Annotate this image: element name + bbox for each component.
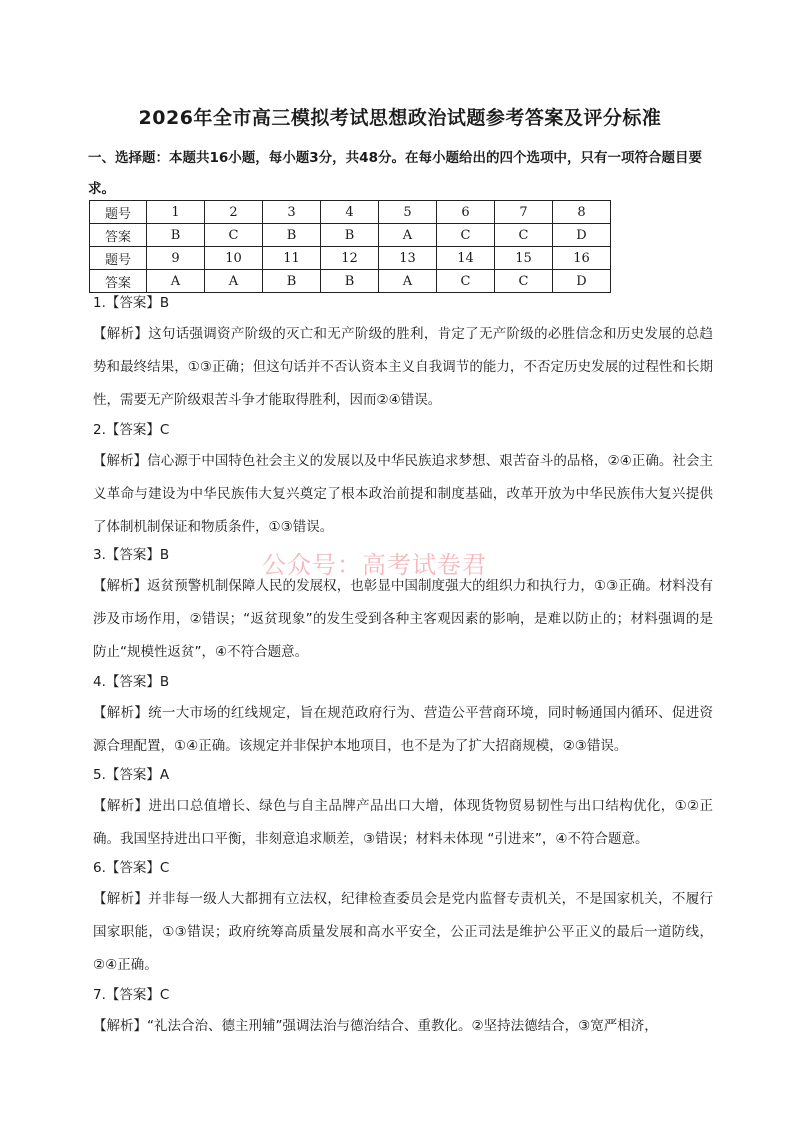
page-title: 2026年全市高三模拟考试思想政治试题参考答案及评分标准 [138, 107, 662, 129]
table-cell: B [321, 270, 379, 293]
table-cell: C [205, 224, 263, 247]
table-cell: 6 [437, 201, 495, 224]
table-cell: D [553, 270, 611, 293]
table-cell: C [495, 224, 553, 247]
table-cell: 5 [379, 201, 437, 224]
table-cell: A [379, 224, 437, 247]
answer-heading: 1.【答案】B [93, 295, 170, 311]
table-cell: C [495, 270, 553, 293]
explanation-text: 【解析】返贫预警机制保障人民的发展权，也彰显中国制度强大的组织力和执行力，①③正确。材料没有涉及市场作用，②错误；“返贫现象”的发生受到各种主客观因素的影响，是难以防止的；材料强调的是防止“规模性返贫”，④不符合题意。 [93, 578, 713, 660]
table-cell: 4 [321, 201, 379, 224]
table-cell: 14 [437, 247, 495, 270]
watermark-text: 公众号：高考试卷君 [262, 551, 487, 579]
row-label: 答案 [90, 270, 147, 293]
answer-heading: 4.【答案】B [93, 674, 170, 690]
row-label: 题号 [90, 201, 147, 224]
table-cell: B [147, 224, 205, 247]
answer-heading: 6.【答案】C [93, 860, 170, 876]
table-cell: 2 [205, 201, 263, 224]
table-cell: 9 [147, 247, 205, 270]
answer-heading: 3.【答案】B [93, 547, 170, 563]
row-label: 题号 [90, 247, 147, 270]
explanation-text: 【解析】信心源于中国特色社会主义的发展以及中华民族追求梦想、艰苦奋斗的品格，②④正确。社会主义革命与建设为中华民族伟大复兴奠定了根本政治前提和制度基础，改革开放为中华民族伟大复兴提供了体制机制保证和物质条件，①③错误。 [93, 453, 713, 535]
table-cell: C [437, 270, 495, 293]
row-label: 答案 [90, 224, 147, 247]
explanation-text: 【解析】进出口总值增长、绿色与自主品牌产品出口大增，体现货物贸易韧性与出口结构优化，①②正确。我国坚持进出口平衡，非刻意追求顺差，③错误；材料未体现 “引进来”，④不符合题意。 [93, 798, 713, 847]
table-cell: 12 [321, 247, 379, 270]
table-cell: 16 [553, 247, 611, 270]
table-cell: 8 [553, 201, 611, 224]
table-cell: B [263, 270, 321, 293]
answer-table [89, 200, 611, 293]
table-cell: 13 [379, 247, 437, 270]
explanation-text: 【解析】“礼法合治、德主刑辅”强调法治与德治结合、重教化。②坚持法德结合，③宽严相济， [93, 1018, 658, 1034]
table-cell: 10 [205, 247, 263, 270]
table-row [90, 201, 611, 224]
table-cell: 11 [263, 247, 321, 270]
answer-heading: 5.【答案】A [93, 767, 170, 783]
table-cell: 3 [263, 201, 321, 224]
table-cell: 1 [147, 201, 205, 224]
table-row [90, 270, 611, 293]
explanation-text: 【解析】这句话强调资产阶级的灭亡和无产阶级的胜利，肯定了无产阶级的必胜信念和历史发展的总趋势和最终结果，①③正确；但这句话并不否认资本主义自我调节的能力，不否定历史发展的过程性和长期性，需要无产阶级艰苦斗争才能取得胜利，因而②④错误。 [93, 326, 713, 408]
table-cell: B [263, 224, 321, 247]
table-cell: 7 [495, 201, 553, 224]
table-cell: A [205, 270, 263, 293]
table-cell: B [321, 224, 379, 247]
table-cell: A [147, 270, 205, 293]
explanation-text: 【解析】并非每一级人大都拥有立法权，纪律检查委员会是党内监督专责机关，不是国家机关，不履行国家职能，①③错误；政府统筹高质量发展和高水平安全，公正司法是维护公平正义的最后一道防线，②④正确。 [93, 891, 713, 973]
table-row [90, 224, 611, 247]
table-cell: D [553, 224, 611, 247]
answer-heading: 7.【答案】C [93, 987, 170, 1003]
table-row [90, 247, 611, 270]
section-heading: 一、选择题：本题共16小题，每小题3分，共48分。在每小题给出的四个选项中，只有一项符合题目要求。 [88, 150, 702, 197]
explanation-text: 【解析】统一大市场的红线规定，旨在规范政府行为、营造公平营商环境，同时畅通国内循环、促进资源合理配置，①④正确。该规定并非保护本地项目，也不是为了扩大招商规模，②③错误。 [93, 705, 713, 754]
table-cell: 15 [495, 247, 553, 270]
table-cell: C [437, 224, 495, 247]
answer-heading: 2.【答案】C [93, 422, 170, 438]
table-cell: A [379, 270, 437, 293]
